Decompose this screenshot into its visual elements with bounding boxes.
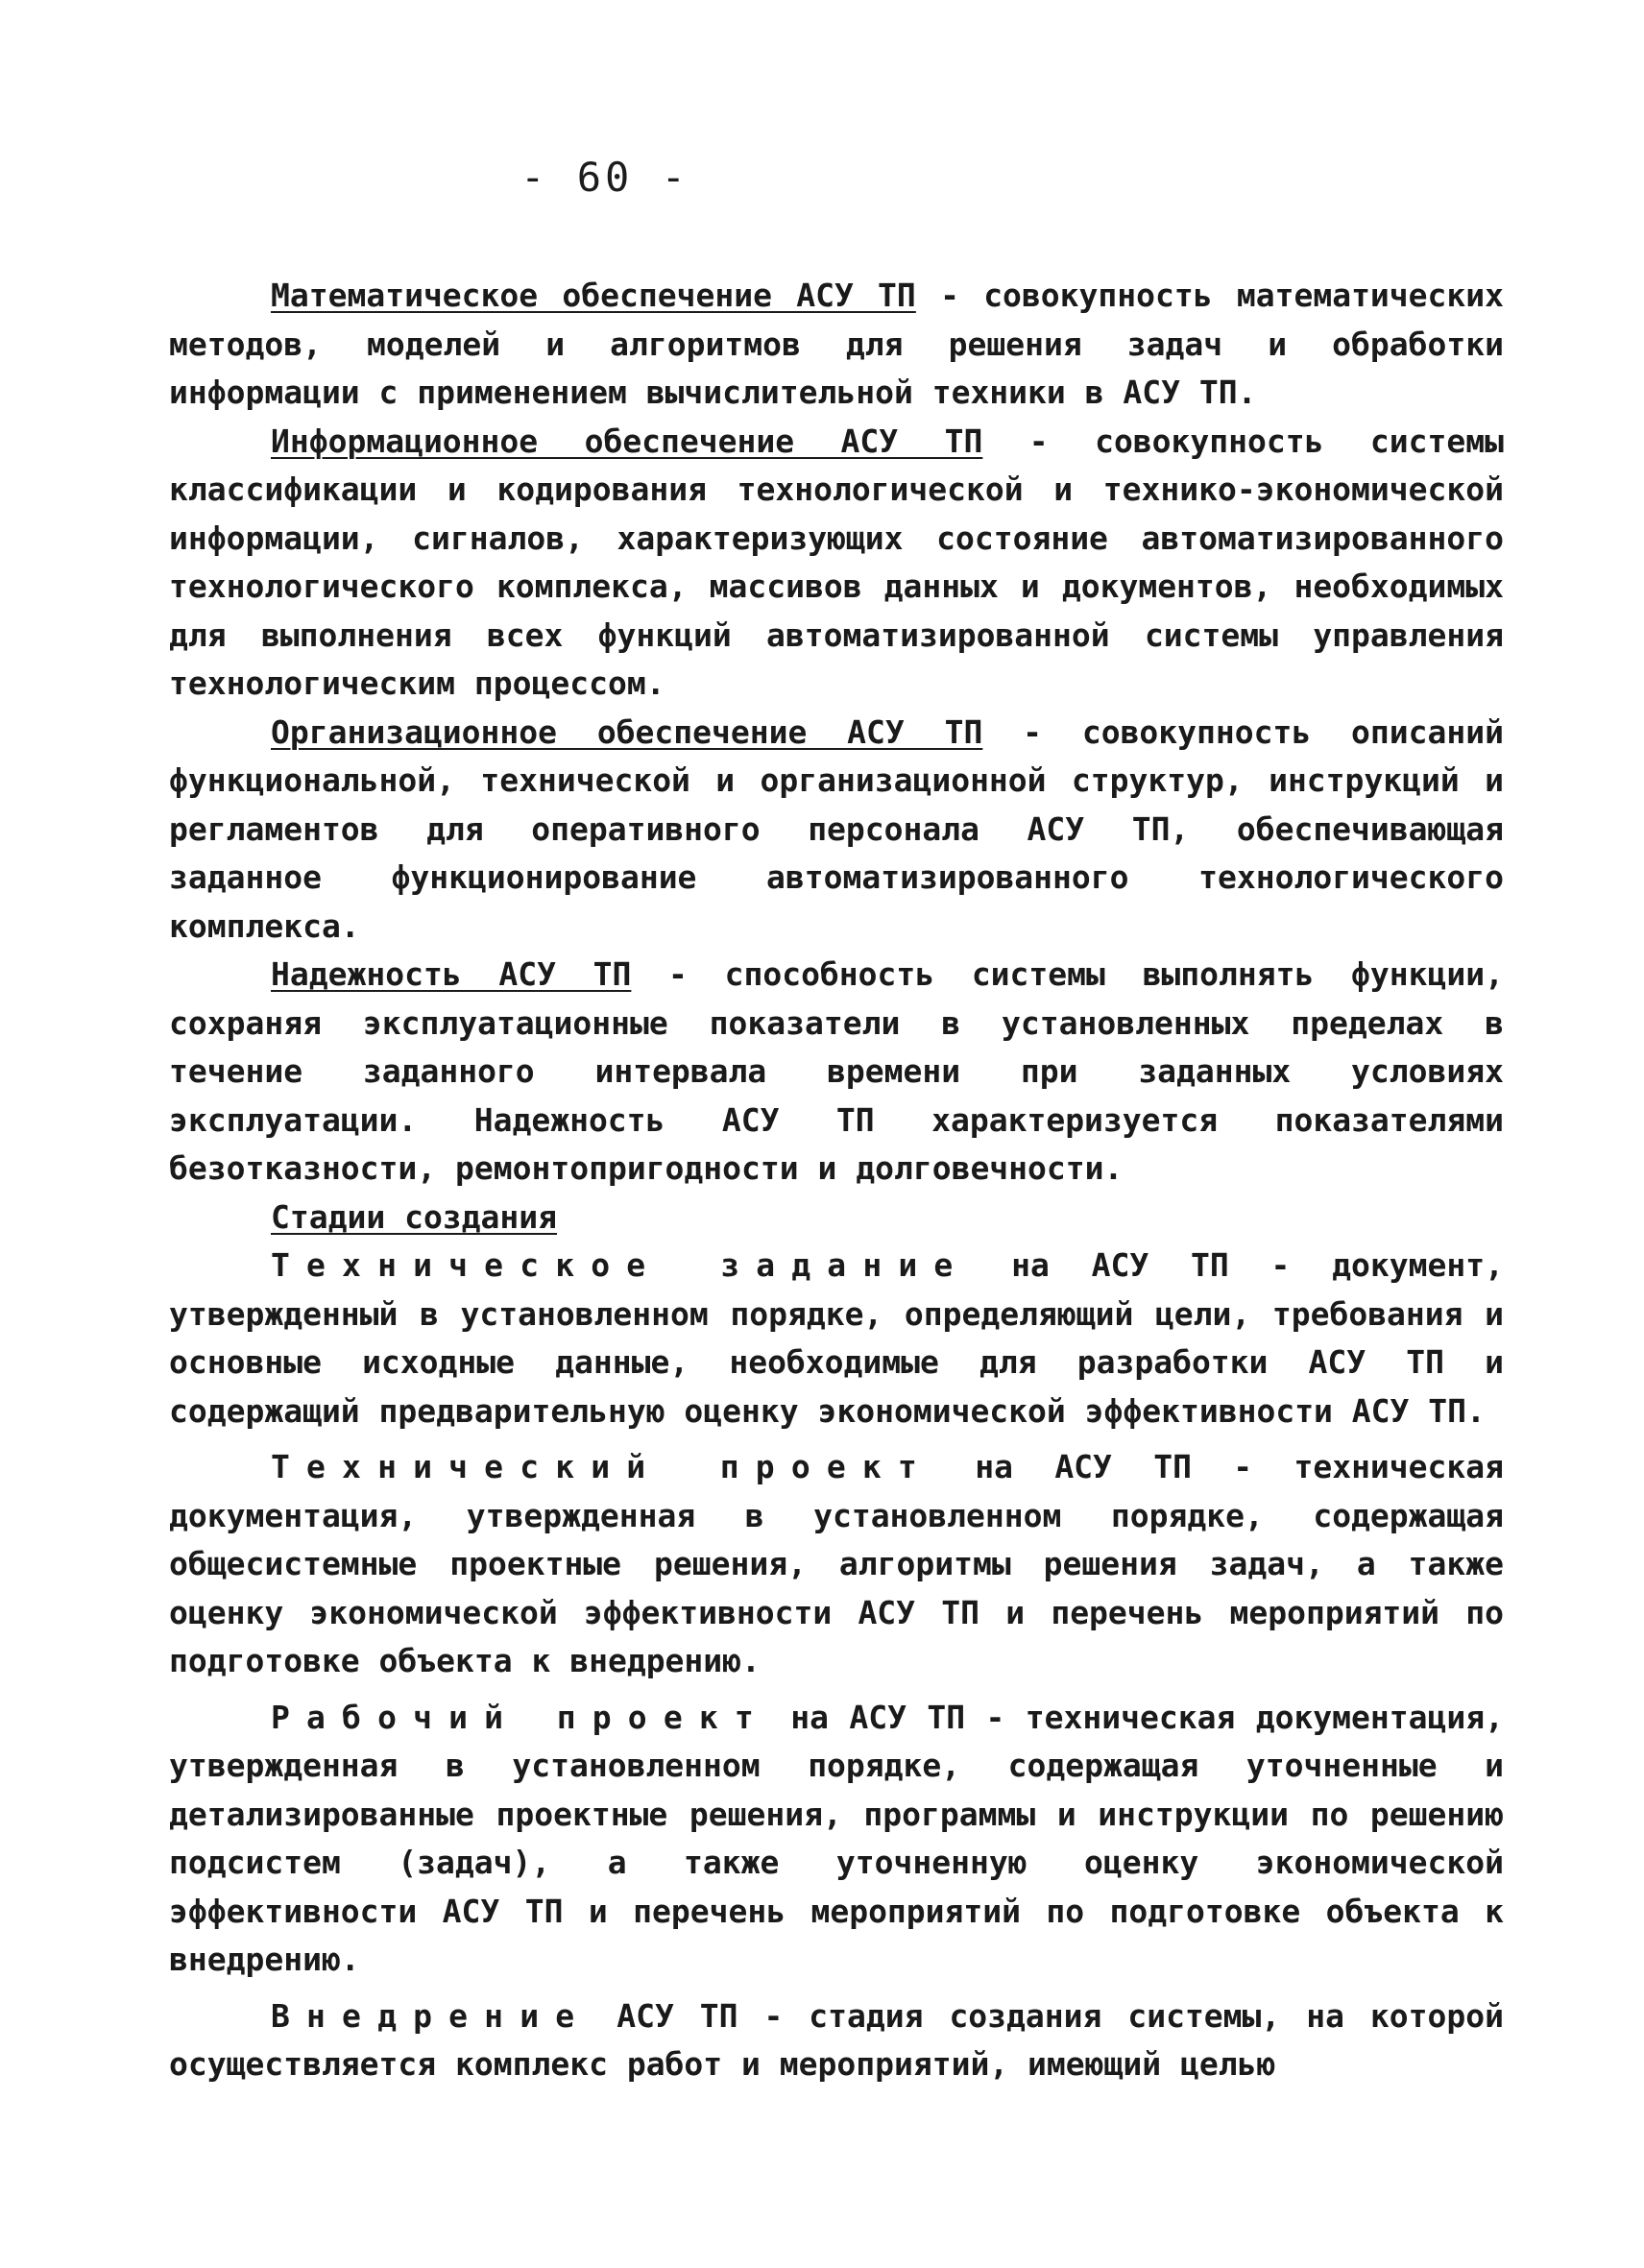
definition-paragraph (169, 709, 1504, 952)
definition-body: - совокупность математических методов, моделей и алгоритмов для решения задач и обработки информации с применением вычислительной техники в АСУ ТП. (169, 277, 1505, 411)
stage-paragraph (169, 1694, 1504, 1985)
section-heading (169, 1194, 1504, 1243)
stage-paragraph (169, 1242, 1504, 1436)
stage-term: Техническое задание (271, 1246, 970, 1284)
page-number: - 60 - (520, 154, 689, 201)
definition-paragraph (169, 272, 1504, 418)
definition-body: - способность системы выполнять функции, сохраняя эксплуатационные показатели в установленных пределах в течение заданного интервала времени при заданных условиях эксплуатации. Надежность АСУ ТП характеризуется показателями безотказности, ремонтопригодности и долговечности. (169, 955, 1504, 1187)
stage-body: АСУ ТП - стадия создания системы, на которой осуществляется комплекс работ и мероприятий, имеющий целью (169, 1996, 1504, 2083)
definition-body: - совокупность описаний функциональной, технической и организационной структур, инструкций и регламентов для оперативного персонала АСУ ТП, обеспечивающая заданное функционирование автоматизированного технологического комплекса. (169, 712, 1504, 945)
stage-paragraph (169, 1443, 1504, 1686)
definition-term: Информационное обеспечение АСУ ТП (271, 422, 983, 460)
definition-term: Организационное обеспечение АСУ ТП (271, 712, 983, 751)
definition-term: Математическое обеспечение АСУ ТП (271, 277, 916, 314)
stage-term: Внедрение (271, 1996, 592, 2035)
definition-paragraph (169, 951, 1504, 1194)
stage-body: на АСУ ТП - документ, утвержденный в установленном порядке, определяющий цели, требования и основные исходные данные, необходимые для разработки АСУ ТП и содержащий предварительную оценку экономической эффективности АСУ ТП. (169, 1246, 1504, 1430)
body-text (169, 272, 1504, 2089)
stage-paragraph (169, 1992, 1504, 2089)
stage-term: Технический проект (271, 1448, 933, 1485)
stage-body: на АСУ ТП - техническая документация, утвержденная в установленном порядке, содержащая общесистемные проектные решения, алгоритмы решения задач, а также оценку экономической эффективности АСУ ТП и перечень мероприятий по подготовке объекта к внедрению. (169, 1448, 1505, 1679)
stage-body: на АСУ ТП - техническая документация, утвержденная в установленном порядке, содержащая уточненные и детализированные проектные решения, программы и инструкции по решению подсистем (задач), а также уточненную оценку экономической эффективности АСУ ТП и перечень мероприятий по подготовке объекта к внедрению. (169, 1698, 1504, 1978)
definition-term: Надежность АСУ ТП (271, 955, 632, 993)
section-heading-text: Стадии создания (271, 1197, 558, 1236)
stage-term: Рабочий проект (271, 1698, 770, 1736)
definition-paragraph (169, 418, 1504, 709)
definition-body: - совокупность системы классификации и кодирования технологической и технико-экономической информации, сигналов, характеризующих состояние автоматизированного технологического комплекса, массивов данных и документов, необходимых для выполнения всех функций автоматизированной системы управления технологическим процессом. (169, 422, 1504, 702)
